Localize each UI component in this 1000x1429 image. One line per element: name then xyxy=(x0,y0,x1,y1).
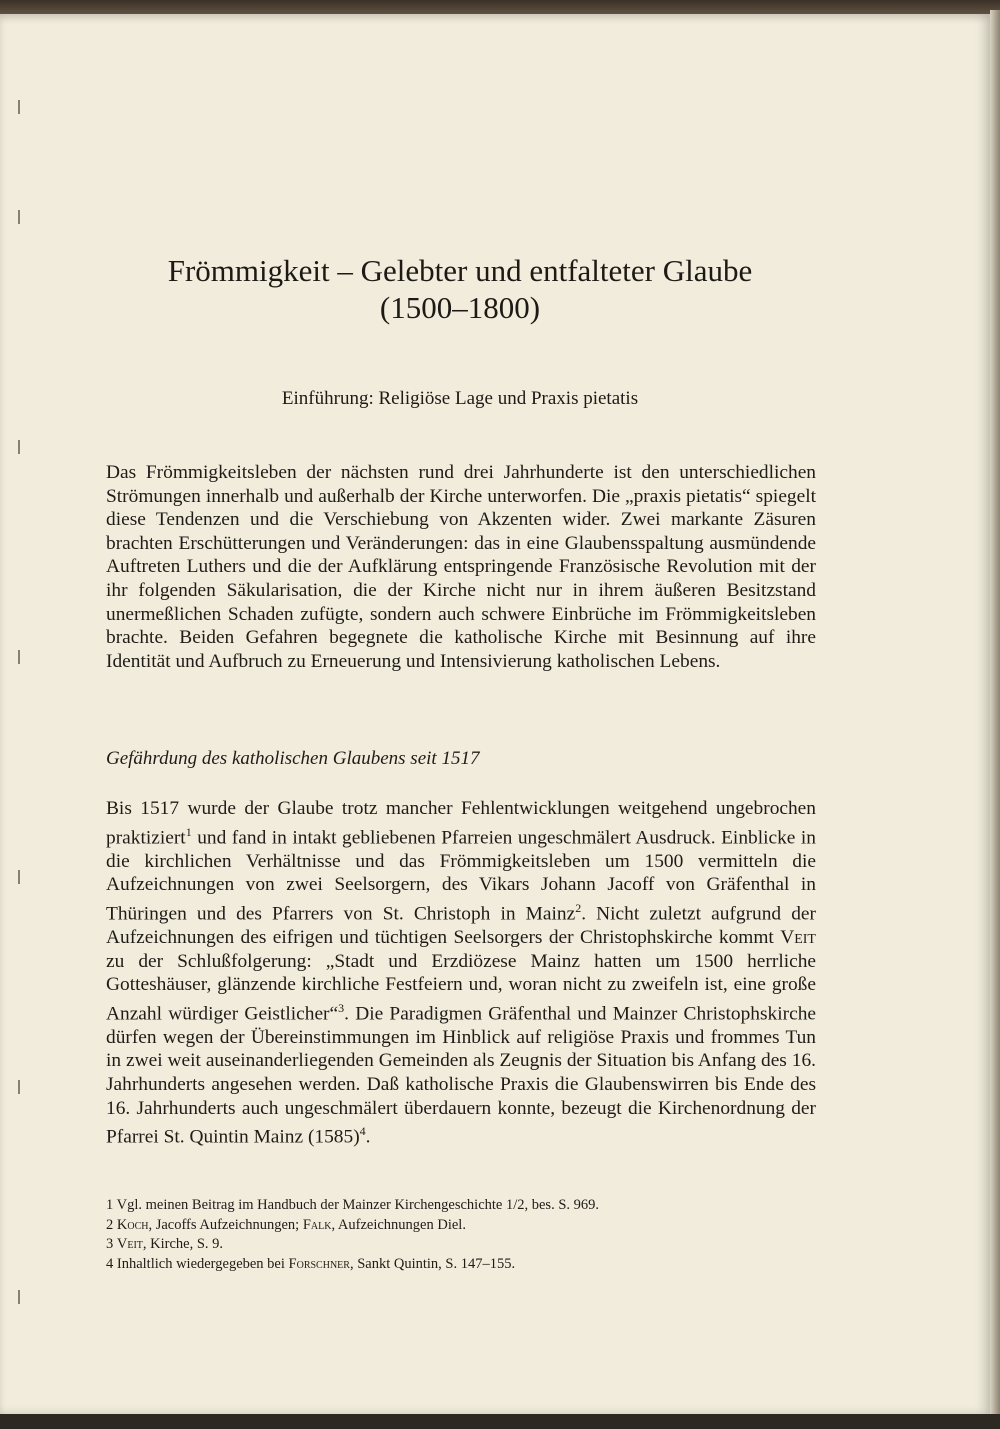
paragraph-text: und fand in intakt gebliebenen Pfarreien ungeschmälert Ausdruck. Einblicke in die kirchlichen Verhältnisse und das Frömmigkeitsleben um 1500 vermitteln die Aufzeichnungen von zwei Seelsorgern, des Vikars Johann Jacoff von Gräfenthal in Thüringen und des Pfarrers von St. Christoph in Mainz xyxy=(106,827,816,925)
introduction-paragraph: Das Frömmigkeitsleben der nächsten rund drei Jahrhunderte ist den unterschiedlichen Strömungen innerhalb und außerhalb der Kirche unterworfen. Die „praxis pietatis“ spiegelt diese Tendenzen und die Verschiebung von Akzenten wider. Zwei markante Zäsuren brachten Erschütterungen und Veränderungen: das in eine Glaubensspaltung ausmündende Auftreten Luthers und die der Aufklärung entspringende Französische Revolution mit der ihr folgenden Säkularisation, die der Kirche nicht nur in ihrem äußeren Besitzstand unermeßlichen Schaden zufügte, sondern auch schwere Einbrüche im Frömmigkeitsleben brachte. Beiden Gefahren begegnete die katholische Kirche mit Besinnung auf ihre Identität und Aufbruch zu Erneuerung und Intensivierung katholischen Lebens. xyxy=(106,462,816,672)
footnote-part: , Kirche, S. 9. xyxy=(142,1236,224,1252)
paragraph-text: . Nicht zuletzt aufgrund der Aufzeichnungen des eifrigen und tüchtigen Seelsorgers der Christophskirche kommt xyxy=(106,903,816,948)
footnote-ref: 2 xyxy=(575,900,582,915)
footnote-part: , Sankt Quintin, S. 147–155. xyxy=(349,1255,516,1272)
footnote-number: 2 xyxy=(106,1216,114,1233)
footnote-item xyxy=(106,1196,816,1216)
margin-mark xyxy=(18,100,20,114)
section-paragraph xyxy=(106,797,816,1149)
footnotes xyxy=(106,1196,816,1274)
paragraph-text: Bis 1517 wurde der Glaube trotz mancher Fehlentwicklungen weitgehend ungebrochen praktiziert xyxy=(106,798,816,849)
paragraph-text: . xyxy=(365,1126,371,1148)
footnote-item xyxy=(106,1255,816,1275)
chapter-subtitle: Einführung: Religiöse Lage und Praxis pietatis xyxy=(281,388,639,409)
section-heading: Gefährdung des katholischen Glaubens seit 1517 xyxy=(106,748,480,769)
paragraph-text: zu der Schlußfolgerung: „Stadt und Erzdiözese Mainz hatten um 1500 herrliche Gotteshäuser, glänzende kirchliche Festfeiern und, woran nicht zu zweifeln ist, eine große Anzahl würdiger Geistlicher“ xyxy=(106,950,816,1025)
footnote-part: Forschner xyxy=(288,1255,350,1272)
book-page-edge xyxy=(990,10,1000,1429)
footnote-item xyxy=(106,1216,816,1236)
footnote-part: Falk xyxy=(302,1216,332,1233)
chapter-title-line1: Frömmigkeit – Gelebter und entfalteter Glaube xyxy=(167,253,753,288)
footnote-number: 1 xyxy=(106,1197,114,1213)
footnote-part: Veit xyxy=(116,1236,143,1252)
chapter-title xyxy=(100,252,820,326)
chapter-title-line2: (1500–1800) xyxy=(379,290,541,325)
footnote-ref: 1 xyxy=(185,824,192,839)
footnote-part: Koch xyxy=(116,1216,149,1233)
paragraph-text: . Die Paradigmen Gräfenthal und Mainzer Christophskirche dürfen wegen der Übereinstimmungen im Hinblick auf religiöse Praxis und frommes Tun in zwei weit auseinanderliegenden Gemeinden als Zeugnis der Situation bis Anfang des 16. Jahrhunderts angesehen werden. Daß katholische Praxis die Glaubenswirren bis Ende des 16. Jahrhunderts auch ungeschmälert überdauern konnte, bezeugt die Kirchenordnung der Pfarrei St. Quintin Mainz (1585) xyxy=(106,1003,816,1148)
footnote-ref: 4 xyxy=(359,1124,366,1139)
footnote-item xyxy=(106,1235,816,1255)
footnote-part: Vgl. meinen Beitrag im Handbuch der Mainzer Kirchengeschichte 1/2, bes. S. 969. xyxy=(116,1197,600,1213)
author-name: Veit xyxy=(780,926,816,948)
footnote-part: , Aufzeichnungen Diel. xyxy=(331,1216,466,1233)
footnote-ref: 3 xyxy=(338,1000,345,1015)
margin-mark xyxy=(18,650,20,664)
margin-mark xyxy=(18,440,20,454)
margin-mark xyxy=(18,1290,20,1304)
margin-mark xyxy=(18,210,20,224)
margin-mark xyxy=(18,1080,20,1094)
footnote-number: 4 xyxy=(106,1255,114,1272)
margin-mark xyxy=(18,870,20,884)
footnote-part: Inhaltlich wiedergegeben bei xyxy=(116,1255,289,1272)
footnote-number: 3 xyxy=(106,1236,114,1252)
book-bottom-edge xyxy=(0,1414,1000,1429)
footnote-part: , Jacoffs Aufzeichnungen; xyxy=(148,1216,303,1233)
